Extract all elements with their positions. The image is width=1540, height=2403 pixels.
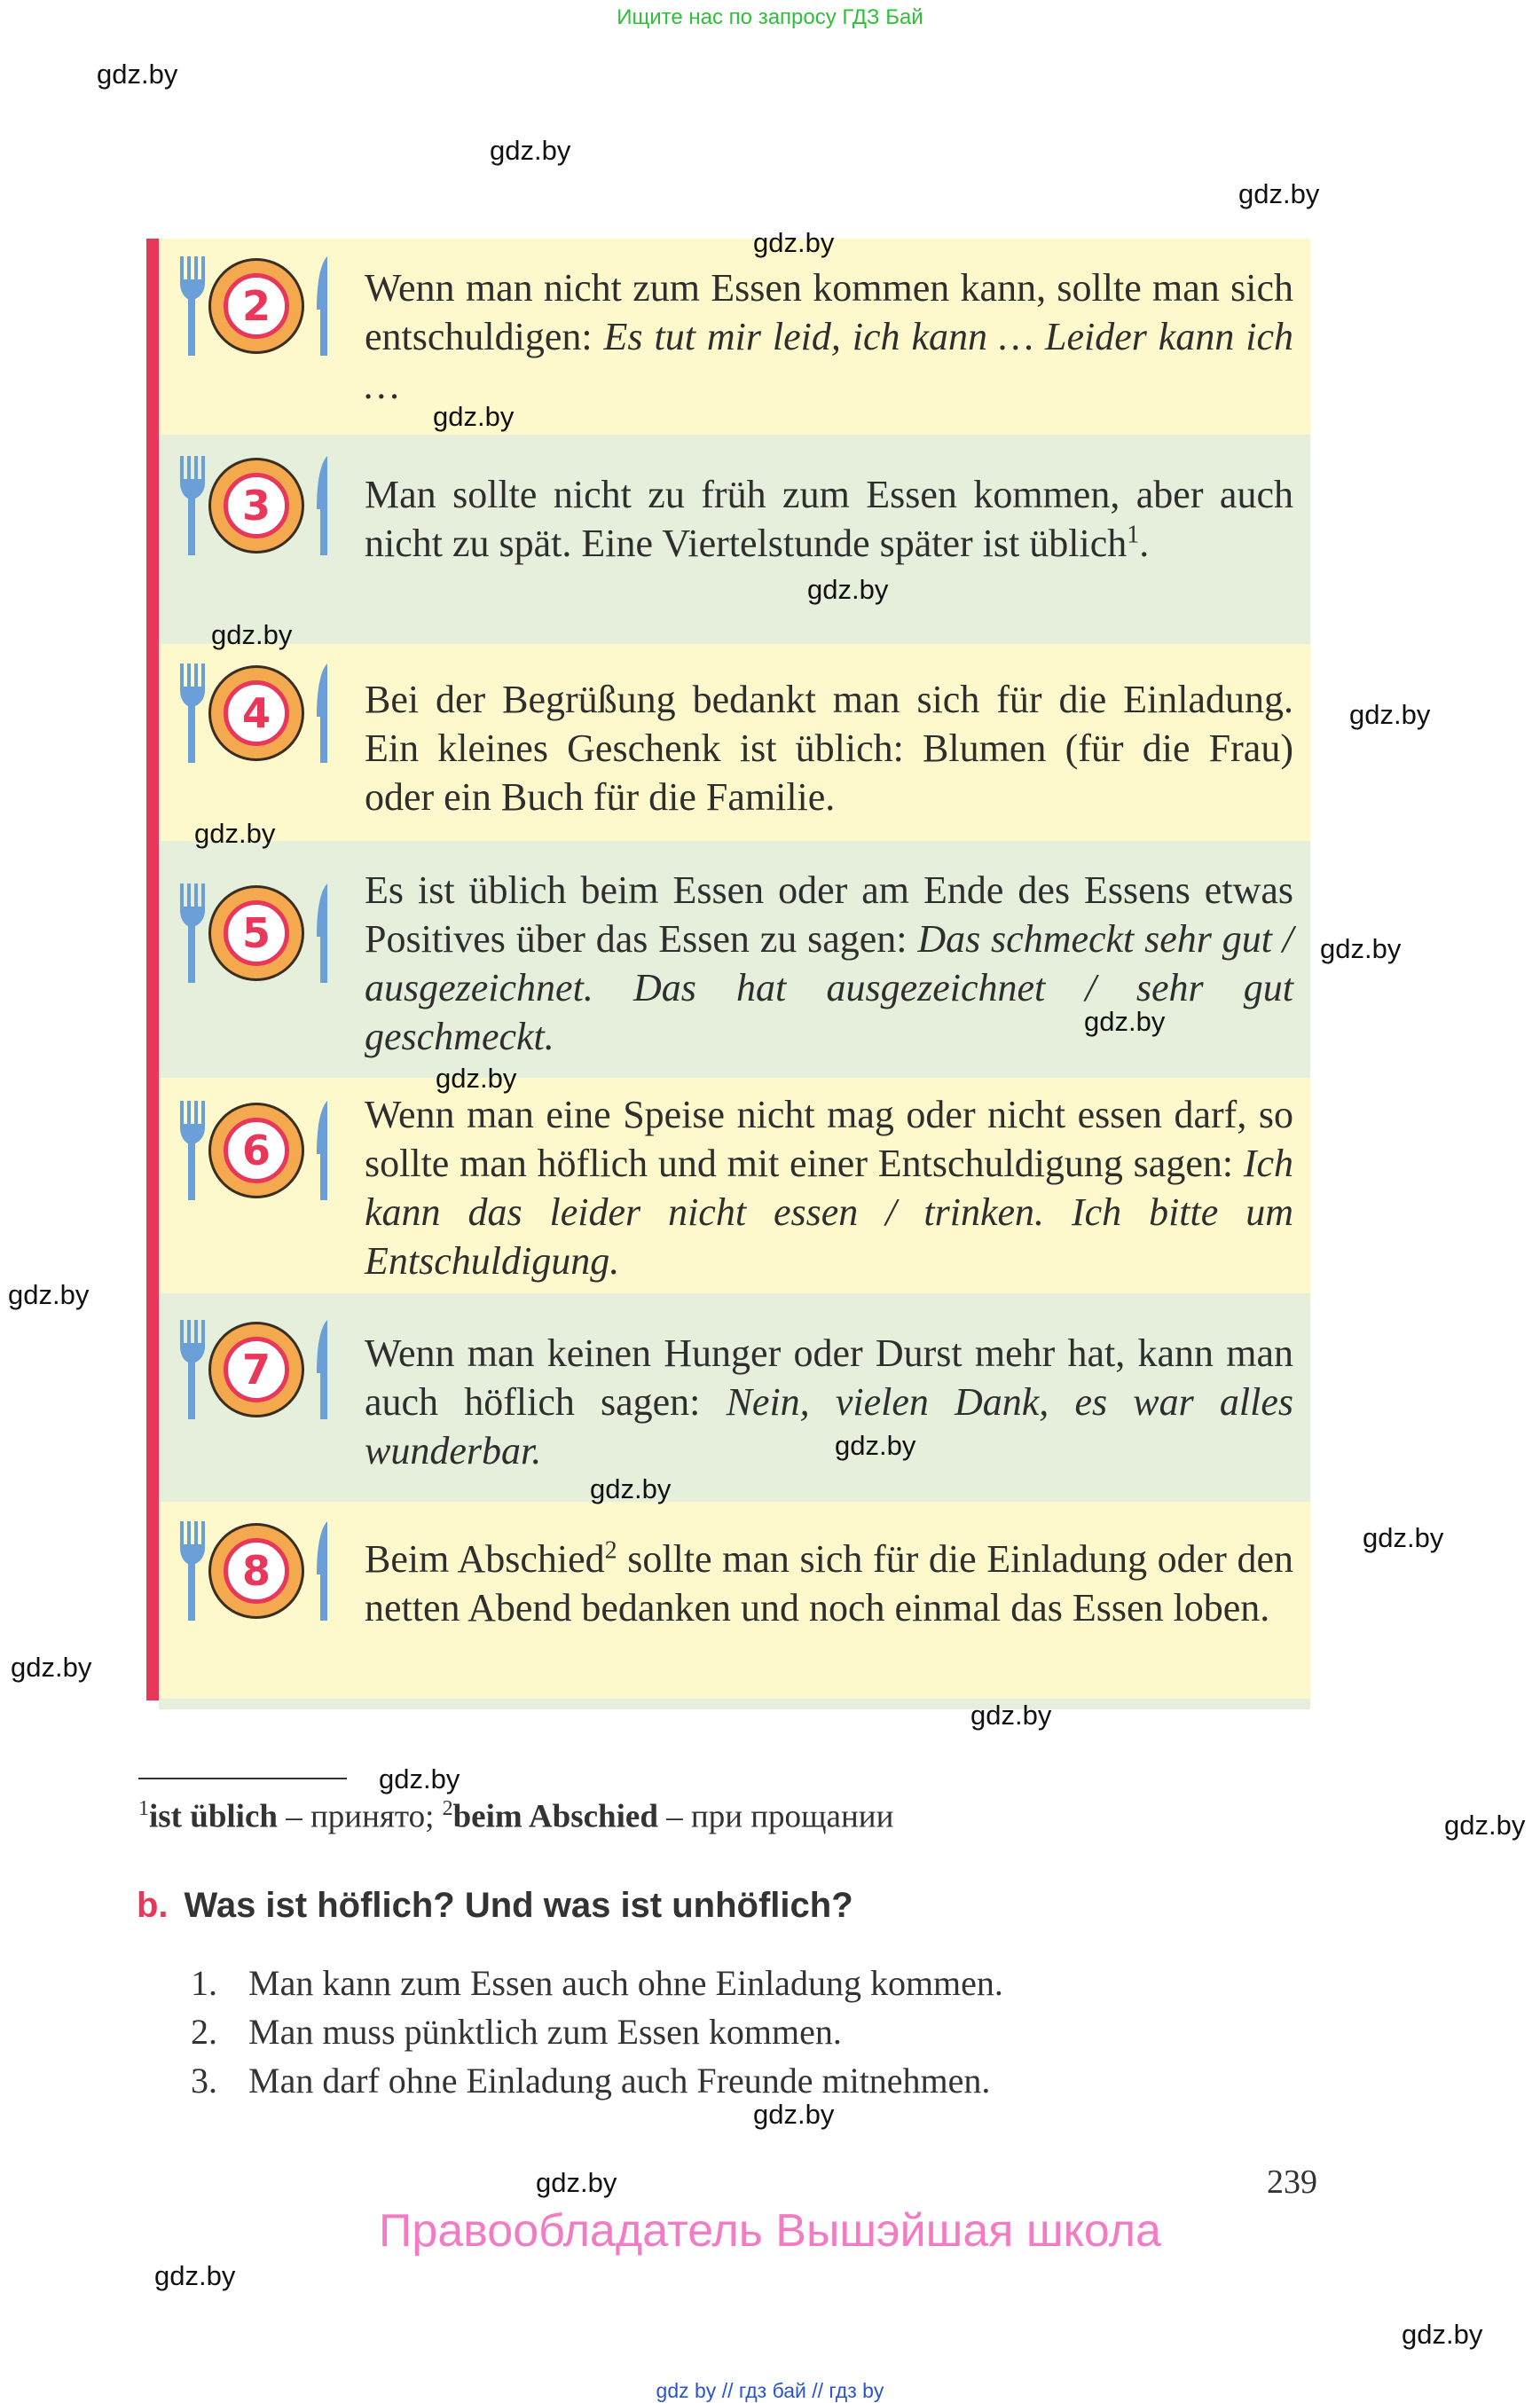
rule-text (365, 1090, 1293, 1285)
watermark: gdz.by (753, 227, 835, 258)
footnote-ref: 1 (1127, 521, 1140, 549)
watermark: gdz.by (8, 1279, 90, 1310)
watermark: gdz.by (753, 2099, 835, 2130)
watermark: gdz.by (835, 1430, 916, 1461)
rule-text (365, 263, 1293, 410)
watermark: gdz.by (97, 59, 178, 90)
list-item (191, 2060, 1003, 2109)
item-text: Man muss pünktlich zum Essen kommen. (248, 2012, 842, 2052)
list-item (191, 2011, 1003, 2060)
watermark: gdz.by (1363, 1522, 1444, 1553)
plate-icon (208, 665, 304, 761)
plate-cutlery-icon (173, 1320, 333, 1426)
rights-holder: Правообладатель Вышэйшая школа (379, 2205, 1161, 2257)
watermark: gdz.by (1444, 1810, 1526, 1841)
rule-number: 6 (224, 1118, 289, 1183)
footnote-mark: 1 (138, 1797, 149, 1820)
rule-sentence: Es ist üblich beim Essen oder am Ende des Essens etwas Positives über das Essen zu sagen: (365, 868, 1293, 961)
page-number: 239 (1267, 2163, 1317, 2201)
knife-icon (315, 883, 331, 986)
accent-bar (146, 239, 159, 1700)
rule-number: 3 (224, 473, 289, 538)
plate-icon (208, 1523, 304, 1619)
rule-sentence: Wenn man nicht zum Essen kommen kann, sollte man sich entschuldigen: (365, 266, 1293, 358)
footnote-term: ist üblich (149, 1798, 278, 1835)
statement-list (191, 1962, 1003, 2109)
rule-row-7 (159, 1293, 1310, 1502)
footnote-ref: 2 (604, 1536, 617, 1565)
watermark: gdz.by (490, 135, 571, 166)
watermark: gdz.by (1402, 2319, 1483, 2350)
watermark: gdz.by (590, 1473, 672, 1504)
footnote-divider (138, 1778, 347, 1779)
knife-icon (315, 1101, 331, 1204)
task-heading (137, 1886, 853, 1926)
rule-number: 2 (224, 273, 289, 339)
rule-sentence: Man sollte nicht zu früh zum Essen kommen, aber auch nicht zu spät. Eine Viertelstunde später ist üblich (365, 473, 1293, 565)
watermark: gdz.by (1084, 1006, 1166, 1037)
fork-icon (178, 1320, 208, 1423)
rule-text (365, 470, 1293, 568)
plate-cutlery-icon (173, 883, 333, 990)
search-hint-banner: Ищите нас по запросу ГДЗ Бай (617, 5, 923, 29)
item-number: 3. (191, 2061, 217, 2101)
rule-row-5 (159, 841, 1310, 1078)
footnote-translation: – при прощании (657, 1798, 894, 1835)
knife-icon (315, 456, 331, 559)
watermark: gdz.by (211, 619, 293, 650)
list-item (191, 1962, 1003, 2011)
example-phrase: Nein, vielen Dank, es war alles wunderbar. (365, 1380, 1293, 1472)
item-text: Man kann zum Essen auch ohne Einladung kommen. (248, 1963, 1003, 2003)
plate-cutlery-icon (173, 256, 333, 363)
rule-number: 5 (224, 900, 289, 966)
fork-icon (178, 664, 208, 766)
task-letter: b. (137, 1886, 169, 1925)
rule-sentence: sollte man sich für die Einladung oder den netten Abend bedanken und noch einmal das Essen loben. (365, 1537, 1293, 1629)
watermark: gdz.by (154, 2260, 236, 2291)
rule-row-4 (159, 644, 1310, 841)
box-end-strip (159, 1699, 1310, 1709)
fork-icon (178, 256, 208, 359)
item-number: 1. (191, 1963, 217, 2003)
footnotes (138, 1797, 893, 1835)
footnote-mark: 2 (442, 1797, 453, 1820)
rule-sentence: Wenn man eine Speise nicht mag oder nicht essen darf, so sollte man höflich und mit einer Entschuldigung sagen: (365, 1093, 1293, 1185)
rule-number: 8 (224, 1538, 289, 1604)
rule-text (365, 1535, 1293, 1632)
rule-sentence: Bei der Begrüßung bedankt man sich für die Einladung. Ein kleines Geschenk ist üblich: Blumen (für die Frau) oder ein Buch für die Familie. (365, 678, 1293, 819)
watermark: gdz.by (536, 2167, 617, 2198)
watermark: gdz.by (436, 1063, 517, 1094)
rule-row-8 (159, 1502, 1310, 1699)
rule-text (365, 675, 1293, 821)
example-phrase: Es tut mir leid, ich kann … Leider kann ich … (365, 315, 1294, 407)
footnote-translation: – принято; (277, 1798, 443, 1835)
knife-icon (315, 1320, 331, 1423)
watermark: gdz.by (1320, 933, 1402, 964)
fork-icon (178, 456, 208, 559)
item-text: Man darf ohne Einladung auch Freunde mitnehmen. (248, 2061, 991, 2101)
watermark: gdz.by (194, 818, 276, 849)
rule-row-3 (159, 435, 1310, 644)
rule-sentence: Beim Abschied (365, 1537, 605, 1581)
fork-icon (178, 883, 208, 986)
rule-row-6 (159, 1078, 1310, 1293)
watermark: gdz.by (807, 574, 889, 605)
footer-links[interactable]: gdz by // гдз бай // гдз by (656, 2379, 884, 2402)
watermark: gdz.by (1349, 699, 1431, 730)
knife-icon (315, 1521, 331, 1624)
plate-cutlery-icon (173, 456, 333, 562)
example-phrase: Das schmeckt sehr gut / ausgezeichnet. Das hat ausgezeichnet / sehr gut geschmeckt. (365, 917, 1293, 1058)
rule-number: 4 (224, 680, 289, 746)
plate-icon (208, 458, 304, 554)
plate-icon (208, 885, 304, 981)
watermark: gdz.by (433, 401, 515, 432)
plate-cutlery-icon (173, 1521, 333, 1628)
rule-text (365, 1329, 1293, 1475)
etiquette-rules-box (146, 239, 1310, 1709)
watermark: gdz.by (1238, 178, 1320, 209)
task-title: Was ist höflich? Und was ist unhöflich? (184, 1886, 853, 1925)
item-number: 2. (191, 2012, 217, 2052)
knife-icon (315, 256, 331, 359)
rule-row-2 (159, 239, 1310, 435)
rule-sentence: . (1139, 522, 1150, 565)
footnote-term: beim Abschied (452, 1798, 658, 1835)
rule-number: 7 (224, 1337, 289, 1402)
watermark: gdz.by (379, 1763, 460, 1794)
plate-cutlery-icon (173, 1101, 333, 1207)
knife-icon (315, 664, 331, 766)
plate-icon (208, 1103, 304, 1198)
watermark: gdz.by (970, 1700, 1052, 1731)
plate-icon (208, 1322, 304, 1417)
watermark: gdz.by (11, 1652, 92, 1683)
rule-sentence: Wenn man keinen Hunger oder Durst mehr hat, kann man auch höflich sagen: (365, 1331, 1293, 1424)
fork-icon (178, 1521, 208, 1624)
fork-icon (178, 1101, 208, 1204)
plate-icon (208, 258, 304, 354)
example-phrase: Ich kann das leider nicht essen / trinken. Ich bitte um Entschuldigung. (365, 1142, 1293, 1283)
plate-cutlery-icon (173, 664, 333, 770)
